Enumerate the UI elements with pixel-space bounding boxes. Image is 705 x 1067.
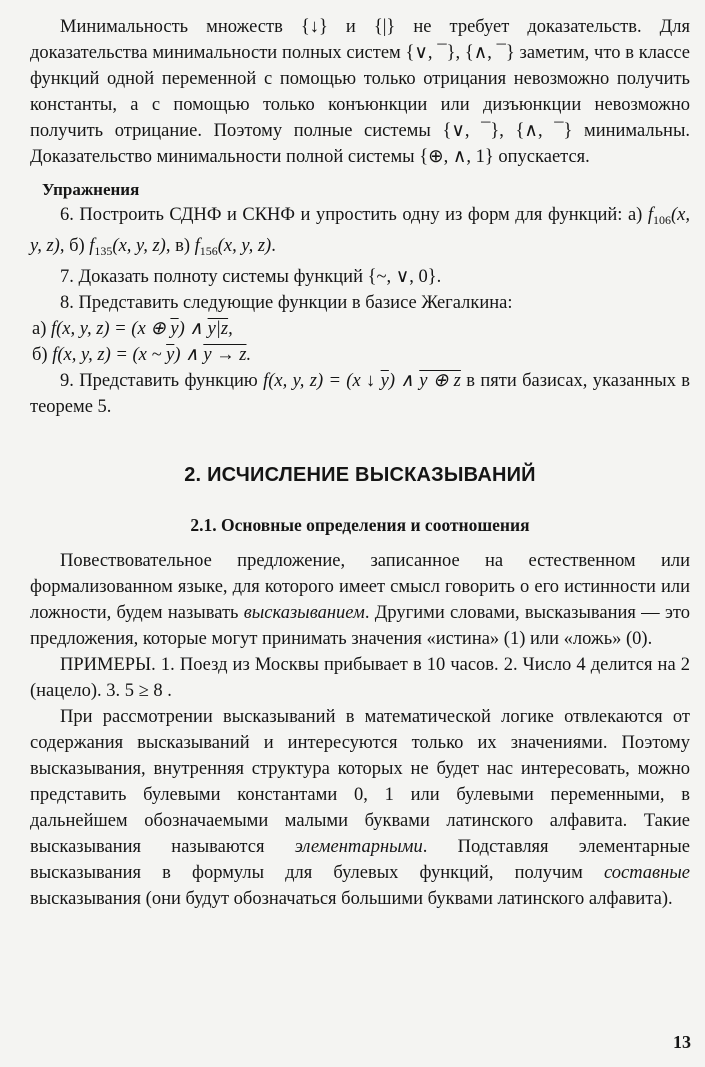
exercise-9: [30, 368, 690, 420]
exercise-6-sep-c: , в): [165, 236, 190, 256]
section-title: 2. ИСЧИСЛЕНИЕ ВЫСКАЗЫВАНИЙ: [184, 464, 536, 486]
exercise-8b: [32, 342, 690, 368]
exercise-8b-label: б): [32, 345, 48, 365]
exercise-9-start: 9. Представить функцию: [60, 371, 258, 391]
subsection-title: 2.1. Основные определения и соотношения: [190, 515, 530, 535]
term-statement: высказыванием: [243, 603, 365, 623]
exercise-6: [30, 202, 690, 264]
exercise-6-sep-b: , б): [59, 236, 85, 256]
paragraph-elementary: При рассмотрении высказываний в математической логике отвлекаются от содержания высказываний и интересуются только их значениями. Поэтому высказывания, внутренняя структура которых не будет нас интересовать, можно представить булевыми константами 0, 1 или булевыми переменными, в дальнейшем обозначаемыми малыми буквами латинского алфавита. Такие высказывания называются элементарными. Подставляя элементарные высказывания в формулы для булевых функций, получим составные высказывания (они будут обозначаться большими буквами латинского алфавита).: [30, 707, 690, 909]
exercise-6-end: .: [271, 236, 276, 256]
page-number: 13: [673, 1032, 691, 1052]
formula-9: f(x, y, z) = (x ↓ $\overline{y}$) ∧ y ⊕ z: [263, 371, 461, 391]
function-f156: $f_{156}(x$, y, z): [194, 236, 272, 258]
formula-8b: f(x, y, z) = (x ~ $\overline{y}$) ∧ y → z.: [52, 345, 252, 365]
function-f135: $f_{135}(x$, y, z): [89, 236, 166, 258]
exercises-heading: Упражнения: [42, 180, 140, 199]
paragraph-definition: Повествовательное предложение, записанное на естественном или формализованном языке, для которого имеет смысл говорить о его истинности или ложности, будем называть высказыванием. Другими словами, высказывания — это предложения, которые могут принимать значения «истина» (1) или «ложь» (0).: [30, 551, 690, 649]
exercise-9-end: в пяти базисах, указанных в теореме 5.: [30, 371, 691, 417]
formula-8a: f(x, y, z) = (x ⊕ $\overline{y}$) ∧ y|z,: [51, 319, 233, 339]
paragraph-minimality: Минимальность множеств {↓} и {|} не требует доказательств. Для доказательства минимальности полных систем {∨, ¯}, {∧, ¯} заметим, что в классе функций одной переменной с помощью только отрицания невозможно получить константы, а с помощью только конъюнкции или дизъюнкции невозможно получить отрицание. Поэтому полные системы {∨, ¯}, {∧, ¯} минимальны. Доказательство минимальности полной системы {⊕, ∧, 1} опускается.: [30, 17, 690, 167]
exercise-8: 8. Представить следующие функции в базисе Жегалкина:: [60, 293, 513, 313]
term-elementary: элементарными: [294, 837, 423, 857]
exercise-8a: [32, 316, 690, 342]
term-compound: составные: [604, 863, 690, 883]
function-f106: $f_{106}(x$, y, z): [30, 205, 691, 256]
exercise-8a-label: а): [32, 319, 47, 339]
exercise-6-text: 6. Построить СДНФ и СКНФ и упростить одну из форм для функций: а): [60, 205, 643, 225]
page-content: [30, 14, 690, 912]
paragraph-examples: ПРИМЕРЫ. 1. Поезд из Москвы прибывает в 10 часов. 2. Число 4 делится на 2 (нацело). 3. 5 ≥ 8 .: [30, 655, 690, 701]
exercise-7: 7. Доказать полноту системы функций {~, ∨, 0}.: [60, 267, 442, 287]
